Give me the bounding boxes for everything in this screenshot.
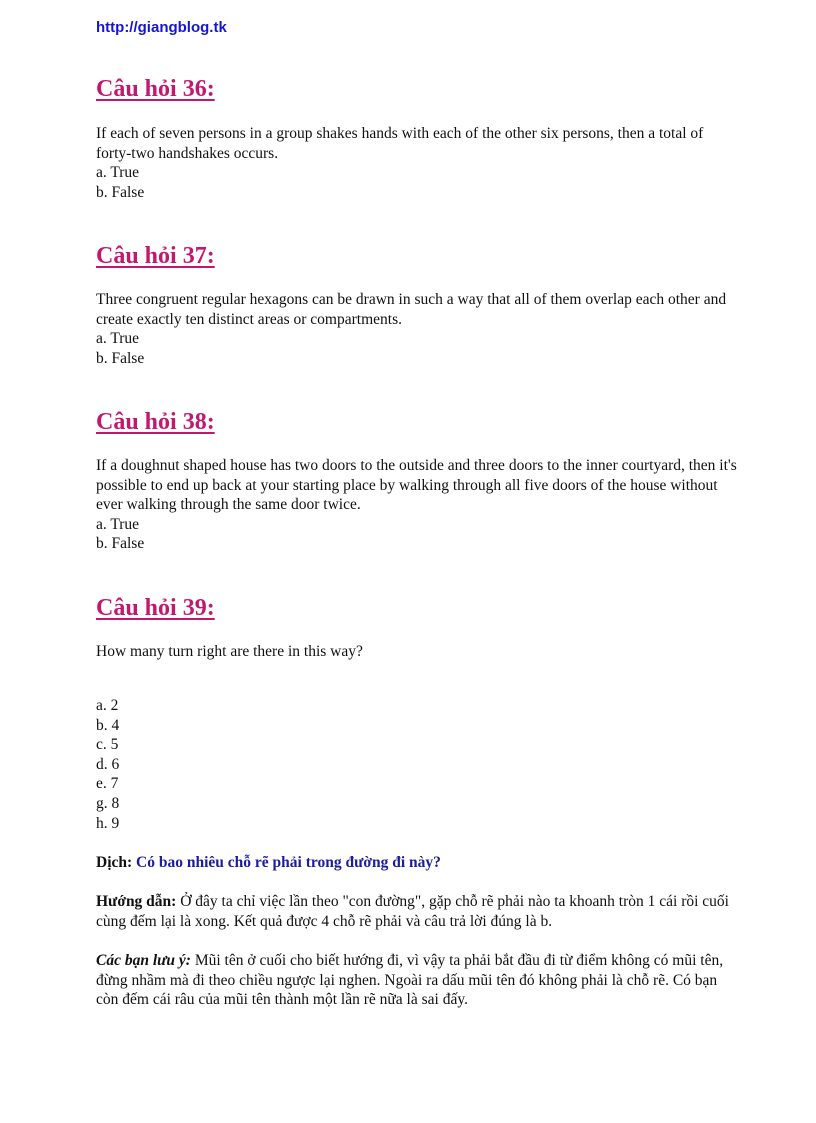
question-37-option-b: b. False [96,349,145,367]
question-36-option-b: b. False [96,183,145,201]
note-line: Mũi tên ở cuối cho biết hướng đi, vì vậy ta phải bắt đầu đi từ điểm không có mũi tên, [194,952,724,969]
question-39-option: g. 8 [96,794,120,812]
question-39-options [96,696,756,833]
question-37-line: create exactly ten distinct areas or compartments. [96,310,402,328]
translation [96,853,756,873]
question-39-option: e. 7 [96,775,119,793]
question-38-option-b: b. False [96,535,145,553]
translation-label: Dịch: [96,854,133,871]
question-36-heading: Câu hỏi 36: [96,76,215,102]
translation-text: Có bao nhiêu chỗ rẽ phải trong đường đi này? [136,854,441,871]
note-line: còn đếm cái râu của mũi tên thành một lần rẽ nữa là sai đấy. [96,991,468,1009]
question-39-option: d. 6 [96,755,120,773]
question-36-line: If each of seven persons in a group shakes hands with each of the other six persons, then a total of [96,125,704,142]
question-38-heading: Câu hỏi 38: [96,409,215,435]
question-38-line: possible to end up back at your starting place by walking through all five doors of the house without [96,476,718,494]
note-label: Các bạn lưu ý: [96,952,191,969]
guide-label: Hướng dẫn: [96,893,177,910]
question-39-question [96,642,756,662]
question-39-option: h. 9 [96,814,120,832]
question-38-option-a: a. True [96,515,140,533]
guide [96,892,756,931]
question-39-line: How many turn right are there in this way? [96,643,363,660]
blog-link[interactable]: http://giangblog.tk [96,19,227,36]
note-line: đừng nhầm mà đi theo chiều ngược lại nghen. Ngoài ra dấu mũi tên đó không phải là chỗ rẽ. Có bạn [96,971,718,989]
question-39-heading: Câu hỏi 39: [96,595,215,621]
question-38-line: ever walking through the same door twice. [96,496,361,514]
guide-line: cùng đếm lại là xong. Kết quả được 4 chỗ rẽ phải và câu trả lời đúng là b. [96,912,553,930]
question-38-body [96,456,756,554]
question-39-option: b. 4 [96,716,120,734]
question-37-body [96,290,756,368]
question-39-option: a. 2 [96,697,119,714]
question-36-option-a: a. True [96,164,140,182]
guide-line: Ở đây ta chỉ việc lần theo "con đường", gặp chỗ rẽ phải nào ta khoanh tròn 1 cái rồi cuối [180,893,729,910]
question-36-line: forty-two handshakes occurs. [96,144,279,162]
note [96,951,756,1010]
question-37-heading: Câu hỏi 37: [96,243,215,269]
question-37-line: Three congruent regular hexagons can be drawn in such a way that all of them overlap each other and [96,291,727,308]
question-38-line: If a doughnut shaped house has two doors to the outside and three doors to the inner courtyard, then it's [96,457,737,474]
question-37-option-a: a. True [96,330,140,348]
question-36-body [96,124,756,202]
question-39-option: c. 5 [96,736,119,754]
